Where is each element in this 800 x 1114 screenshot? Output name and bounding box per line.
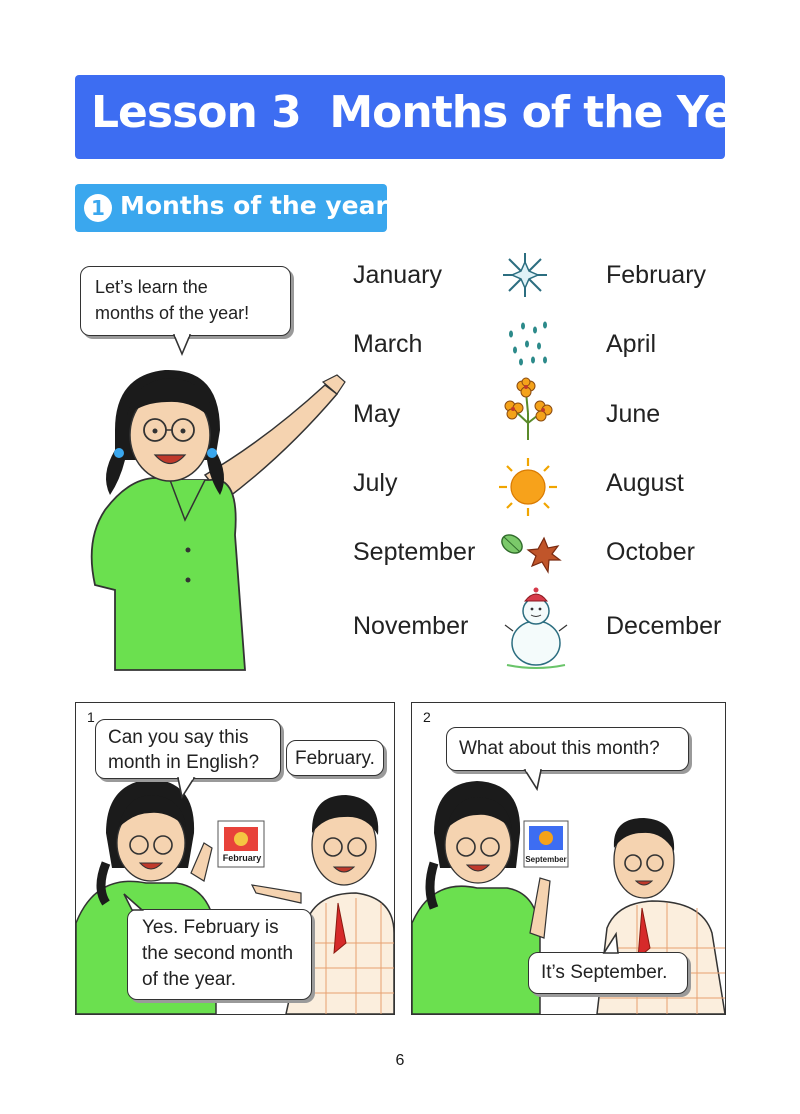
teacher-bubble-tail [172, 334, 192, 356]
panel-2-girl-bubble [446, 727, 689, 771]
teacher-illustration [75, 360, 345, 670]
month-may: May [353, 400, 401, 428]
section-number: 1 [84, 194, 112, 222]
panel-1-answer-bubble-tail [122, 892, 144, 912]
panel-1-boy-bubble [286, 740, 384, 776]
page-number: 6 [395, 1052, 405, 1069]
month-november: November [353, 612, 469, 640]
snowflake-icon [500, 250, 550, 300]
panel-1-answer-line-1: Yes. February is [142, 917, 279, 938]
month-july: July [353, 469, 398, 497]
month-february: February [606, 261, 707, 289]
month-april: April [606, 330, 657, 358]
panel-2-number: 2 [423, 709, 431, 725]
section-title: Months of the year [120, 191, 388, 220]
snowman-icon [505, 585, 567, 670]
teacher-bubble-line-2: months of the year! [95, 303, 250, 323]
month-january: January [353, 261, 442, 289]
teacher-bubble-line-1: Let’s learn the [95, 277, 208, 297]
panel-2-boy-bubble-text: It’s September. [541, 962, 668, 983]
panel-1-girl-bubble [95, 719, 281, 779]
panel-2-girl-bubble-text: What about this month? [459, 738, 660, 759]
panel-1-girl-bubble-tail [176, 777, 196, 799]
lesson-title-banner [75, 75, 782, 159]
panel-1-answer-bubble [127, 909, 312, 1000]
panel-1-girl-bubble-line-2: month in English? [108, 752, 260, 773]
month-june: June [606, 400, 661, 428]
panel-1-boy-bubble-text: February. [295, 748, 375, 769]
flowers-icon [500, 378, 555, 442]
month-december: December [606, 612, 722, 640]
month-october: October [606, 538, 695, 566]
panel-1-answer-line-3: of the year. [142, 969, 237, 990]
lesson-title: Lesson 3 Months of the Year [91, 87, 782, 138]
raindrops-icon [505, 320, 550, 370]
panel-1-number: 1 [87, 709, 95, 725]
panel-2-boy-bubble [528, 952, 688, 994]
panel-1-girl-bubble-line-1: Can you say this [108, 727, 249, 748]
panel-2-girl-bubble-tail [523, 769, 543, 791]
panel-2-boy-bubble-tail [600, 932, 620, 954]
calendar-card-february: February [222, 853, 262, 863]
month-march: March [353, 330, 423, 358]
month-september: September [353, 538, 476, 566]
teacher-speech-bubble [80, 266, 291, 336]
section-header [75, 184, 387, 232]
sun-icon [497, 456, 559, 518]
calendar-card-september: September [525, 855, 567, 864]
panel-1-answer-line-2: the second month [142, 943, 294, 964]
leaves-icon [498, 530, 564, 576]
month-august: August [606, 469, 684, 497]
